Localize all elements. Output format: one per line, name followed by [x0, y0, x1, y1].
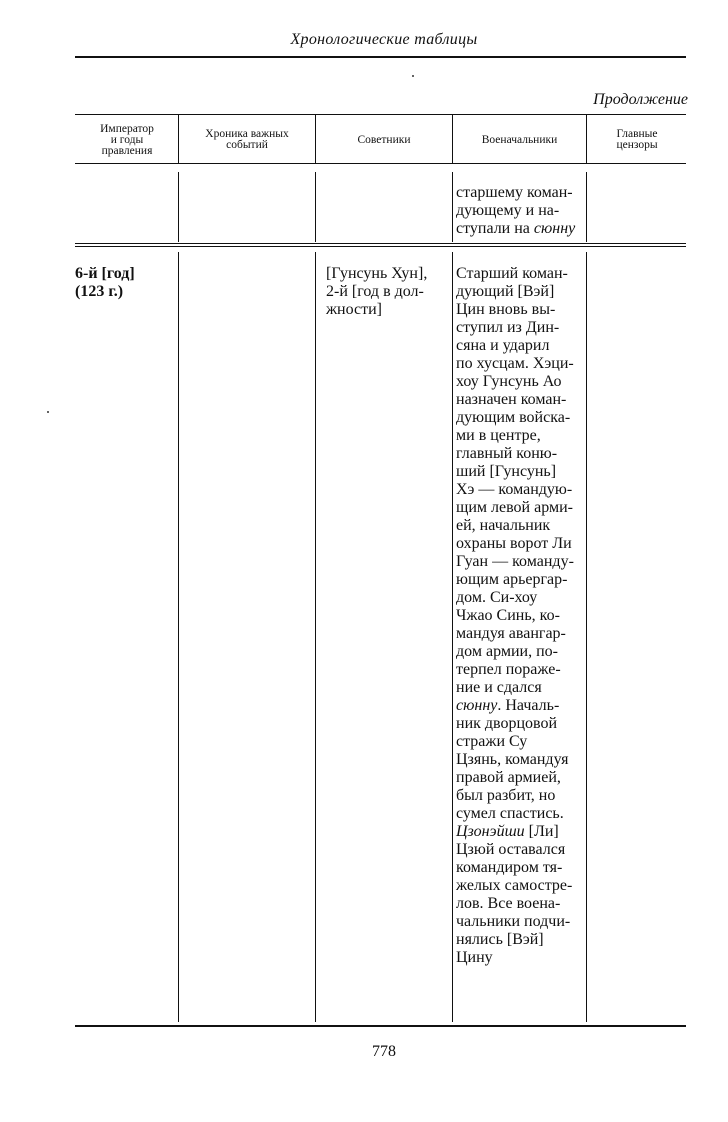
- column-header-emperor: Император и годы правления: [100, 122, 154, 157]
- column-divider: [452, 172, 453, 242]
- row-separator-rule: [75, 243, 686, 244]
- header-rule: [75, 56, 686, 58]
- column-divider: [452, 252, 453, 1022]
- table-top-rule: [75, 114, 686, 115]
- column-divider: [315, 114, 316, 163]
- row-2-generals: [456, 265, 584, 967]
- running-head: Хронологические таблицы: [290, 31, 478, 48]
- column-divider: [315, 172, 316, 242]
- print-speck: [47, 411, 49, 413]
- page-number: 778: [372, 1043, 396, 1060]
- column-divider: [178, 252, 179, 1022]
- text-run: Старший коман- дующий [Вэй] Цин вновь вы- ступил из Дин- сяна и ударил по хусцам. Хэци- хоу Гунсунь Ао назначен коман- дующим войска- ми в центре, главный коню- ший [Гунсунь] Хэ — командую- щим левой арми- ей, начальник охраны ворот Ли Гуан — команду- ющим арьергар- дом. Си-хоу Чжао Синь, ко- мандуя авангар- дом армии, по- терпел пораже- ние и сдался: [456, 265, 574, 696]
- column-header-events: Хроника важных событий: [205, 128, 289, 151]
- column-divider: [452, 114, 453, 163]
- column-header-advisors: Советники: [357, 133, 411, 146]
- row-separator-rule: [75, 246, 686, 247]
- italic-term: Цзонэйши: [456, 823, 525, 840]
- column-divider: [586, 114, 587, 163]
- text-run: [Ли] Цзюй оставался командиром тя- желых самостре- лов. Все военa- чальники подчи- нялись [Вэй] Цину: [456, 823, 573, 966]
- table-bottom-rule: [75, 1025, 686, 1027]
- row-2-advisors: [Гунсунь Хун], 2-й [год в дол- жности]: [326, 265, 428, 318]
- italic-term: сюнну: [456, 697, 498, 714]
- text-run: старшему коман- дующему и на- ступали на: [456, 184, 573, 237]
- column-divider: [586, 252, 587, 1022]
- column-header-generals: Военачальники: [481, 133, 558, 146]
- continued-label: Продолжение: [593, 91, 688, 108]
- italic-term: сюнну: [533, 220, 576, 237]
- row-2-emperor: 6-й [год] (123 г.): [75, 265, 135, 300]
- column-divider: [315, 252, 316, 1022]
- column-divider: [178, 172, 179, 242]
- column-divider: [178, 114, 179, 163]
- column-header-censors: Главные цензоры: [616, 128, 658, 151]
- print-speck: [412, 75, 414, 77]
- table-head-rule: [75, 163, 686, 164]
- text-run: . Началь- ник дворцовой стражи Су Цзянь, командуя правой армией, был разбит, но сумел спастись.: [456, 697, 569, 822]
- column-divider: [586, 172, 587, 242]
- row-1-generals: [456, 184, 584, 238]
